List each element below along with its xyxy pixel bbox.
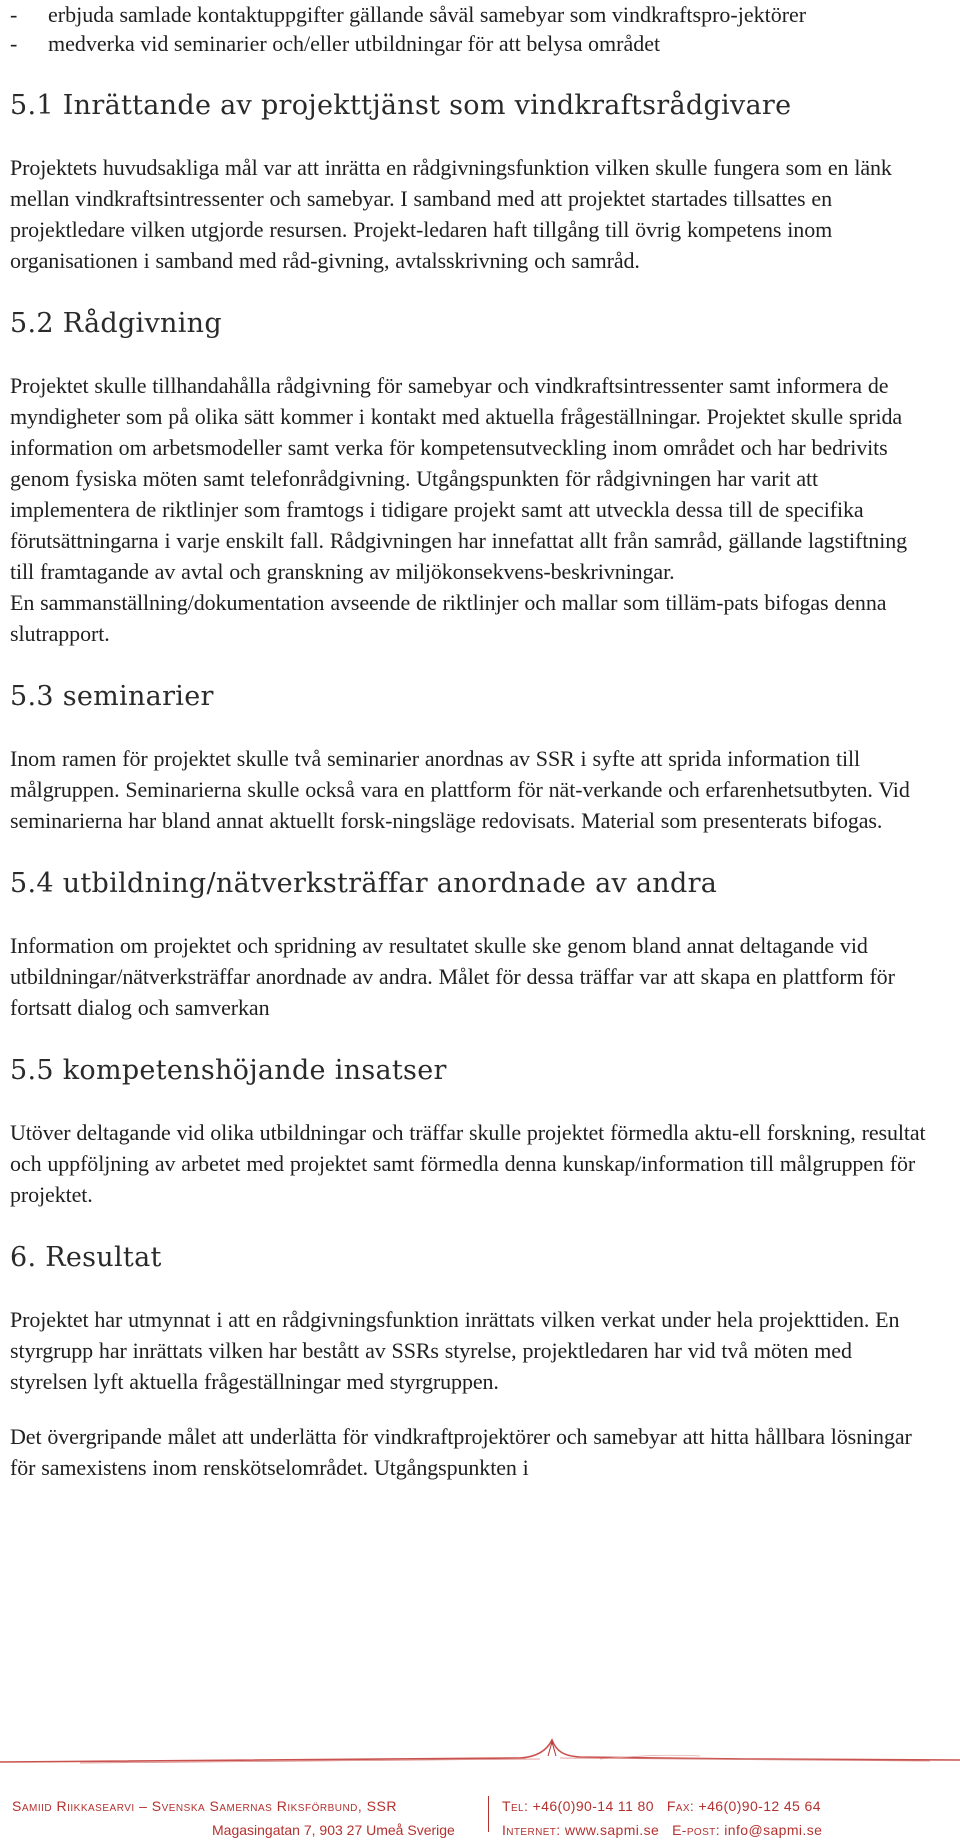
document-page xyxy=(10,0,930,1483)
paragraph: En sammanställning/dokumentation avseende de riktlinjer och mallar som tilläm-pats bifogas denna slutrapport. xyxy=(10,590,887,646)
tel-value: +46(0)90-14 11 80 xyxy=(532,1798,654,1814)
email-label: E-post: xyxy=(672,1822,720,1838)
footer-web-line xyxy=(502,1818,952,1842)
fax-value: +46(0)90-12 45 64 xyxy=(698,1798,821,1814)
list-item xyxy=(10,29,930,58)
bullet-list xyxy=(10,0,930,58)
list-item xyxy=(10,0,930,29)
footer-organization xyxy=(12,1794,512,1842)
paragraph: Projektet har utmynnat i att en rådgivningsfunktion inrättats vilken verkat under hela projekttiden. En styrgrupp har inrättats vilken har bestått av SSRs styrelse, projektledaren har vid två möten med styrelsen lyft aktuella frågeställningar med styrgruppen. xyxy=(10,1307,900,1394)
paragraph: Projektet skulle tillhandahålla rådgivning för samebyar och vindkraftsintressenter samt informera de myndigheter som på olika sätt kommer i kontakt med aktuella frågeställningar. Projektet skulle sprida information om arbetsmodeller samt verka för kompetensutveckling inom området och har bedrivits genom fysiska möten samt telefonrådgivning. Utgångspunkten för rådgivningen har varit att implementera de riktlinjer som framtogs i tidigare projekt samt att utveckla dessa till de specifika förutsättningarna i varje enskilt fall. Rådgivningen har innefattat allt från samråd, gällande lagstiftning till framtagande av avtal och granskning av miljökonsekvens-beskrivningar. xyxy=(10,373,908,584)
footer-phone-line xyxy=(502,1794,952,1818)
footer-address: Magasingatan 7, 903 27 Umeå Sverige xyxy=(212,1822,455,1838)
decorative-flourish-icon xyxy=(0,1738,960,1778)
footer-divider xyxy=(488,1796,489,1832)
section-heading: 5.2 Rådgivning xyxy=(10,308,222,339)
tel-label: Tel: xyxy=(502,1798,529,1814)
paragraph: Det övergripande målet att underlätta för vindkraftprojektörer och samebyar att hitta hållbara lösningar för samexistens inom renskötselområdet. Utgångspunkten i xyxy=(10,1424,912,1480)
paragraph: Information om projektet och spridning av resultatet skulle ske genom bland annat deltagande vid utbildningar/nätverksträffar anordnade av andra. Målet för dessa träffar var att skapa en plattform för fortsatt dialog och samverkan xyxy=(10,933,895,1020)
bullet-text: erbjuda samlade kontaktuppgifter gällande såväl samebyar som vindkraftspro-jektörer xyxy=(48,2,807,27)
section-heading: 5.4 utbildning/nätverksträffar anordnade av andra xyxy=(10,868,718,899)
section-heading: 5.1 Inrättande av projekttjänst som vindkraftsrådgivare xyxy=(10,90,792,121)
bullet-text: medverka vid seminarier och/eller utbildningar för att belysa området xyxy=(48,31,661,56)
page-footer xyxy=(0,1738,960,1837)
internet-label: Internet: xyxy=(502,1822,561,1838)
fax-label: Fax: xyxy=(666,1798,695,1814)
bullet-dash: - xyxy=(10,31,18,56)
paragraph: Inom ramen för projektet skulle två seminarier anordnas av SSR i syfte att sprida information till målgruppen. Seminarierna skulle också vara en plattform för nät-verkande och erfarenhetsutbyten. Vid seminarierna har bland annat aktuellt forsk-ningsläge redovisats. Material som presenterats bifogas. xyxy=(10,746,910,833)
paragraph: Utöver deltagande vid olika utbildningar och träffar skulle projektet förmedla aktu-ell forskning, resultat och uppföljning av arbetet med projektet samt förmedla denna kunskap/information till målgruppen för projektet. xyxy=(10,1120,926,1207)
section-heading: 5.3 seminarier xyxy=(10,681,214,712)
footer-contact xyxy=(502,1794,952,1842)
website-link[interactable]: www.sapmi.se xyxy=(564,1822,660,1838)
paragraph: Projektets huvudsakliga mål var att inrätta en rådgivningsfunktion vilken skulle fungera som en länk mellan vindkraftsintressenter och samebyar. I samband med att projektet startades tillsattes en projektledare vilken utgjorde resursen. Projekt-ledaren haft tillgång till övrig kompetens inom organisationen i samband med råd-givning, avtalsskrivning och samråd. xyxy=(10,155,892,273)
footer-org-name: Samiid Riikkasearvi – Svenska Samernas Riksförbund, SSR xyxy=(12,1798,397,1814)
email-link[interactable]: info@sapmi.se xyxy=(724,1822,823,1838)
section-heading: 5.5 kompetenshöjande insatser xyxy=(10,1055,447,1086)
bullet-dash: - xyxy=(10,2,18,27)
section-heading: 6. Resultat xyxy=(10,1242,162,1273)
